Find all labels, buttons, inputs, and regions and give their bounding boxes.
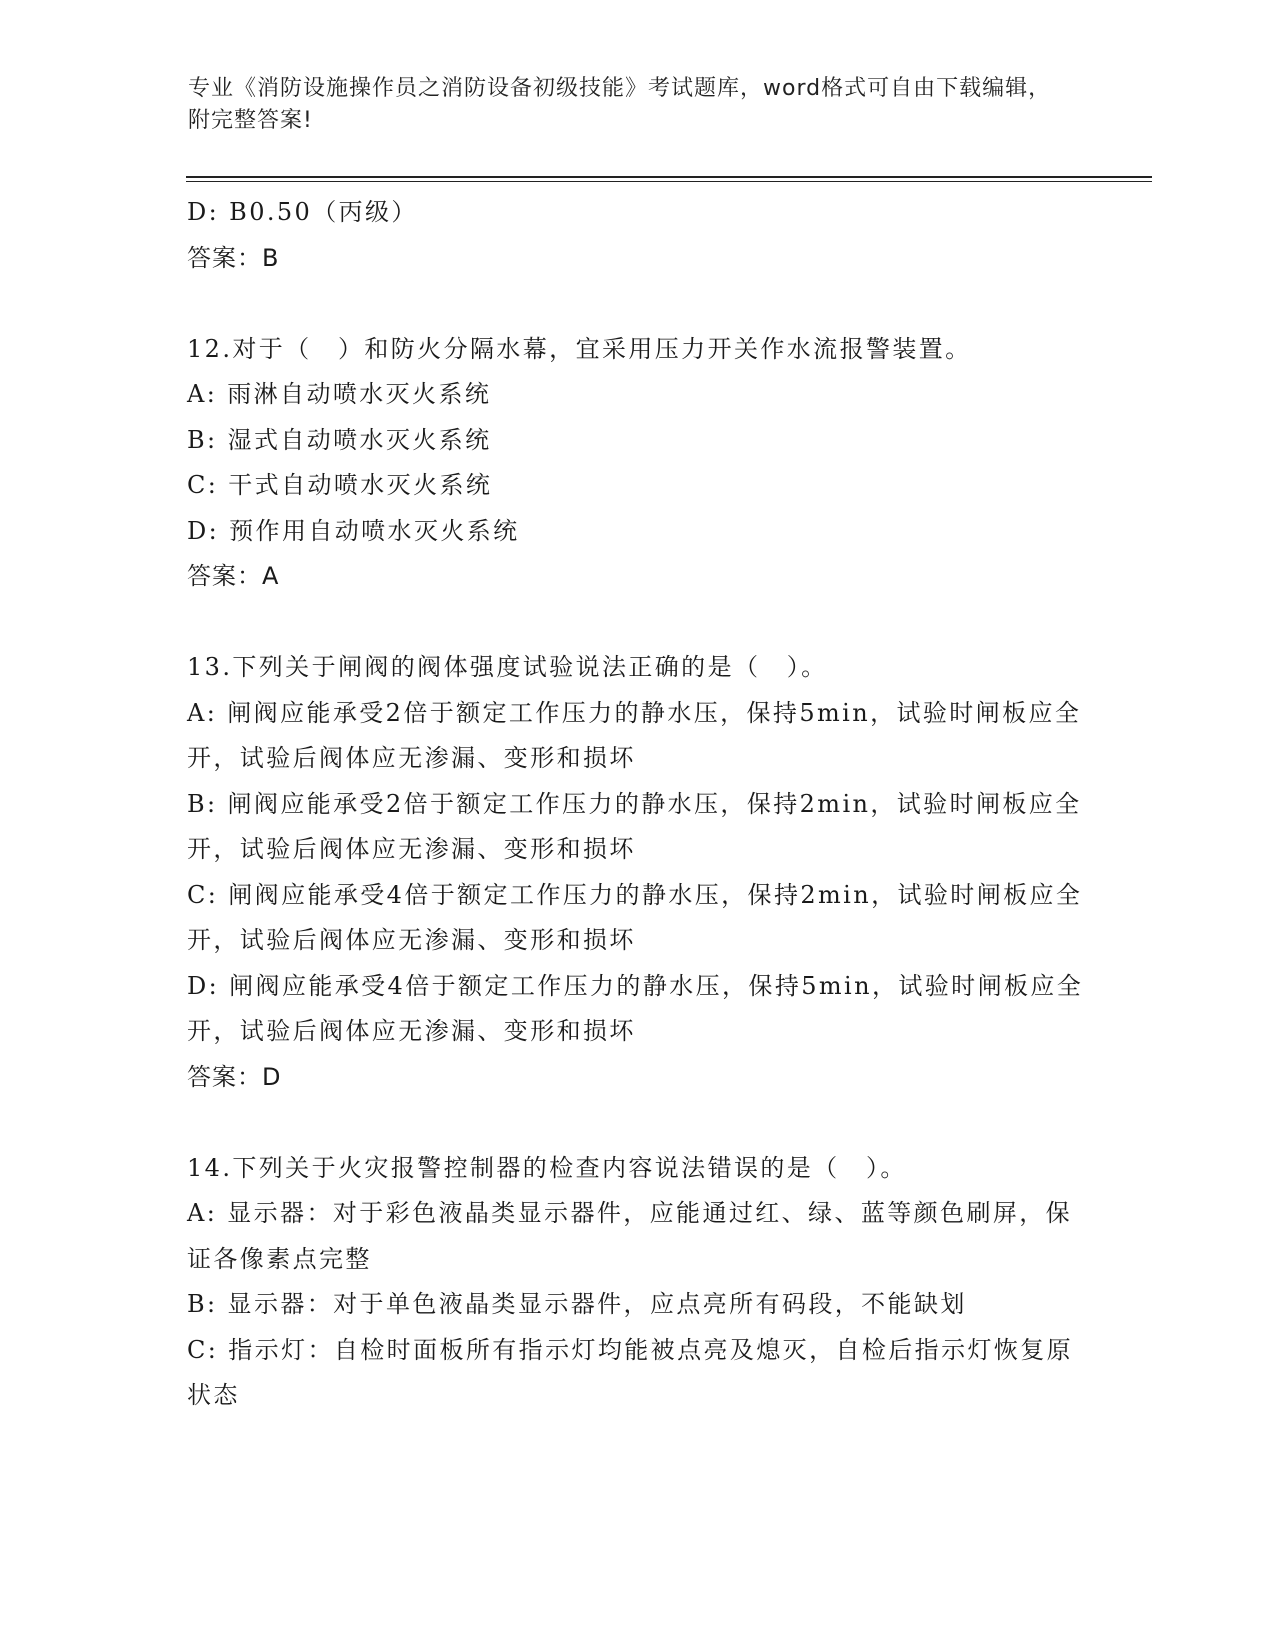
q13-option-d: D: 闸阀应能承受4倍于额定工作压力的静水压，保持5min，试验时闸板应全开，试验后阀体应无渗漏、变形和损坏 — [187, 971, 1084, 1045]
q12-option-d: D: 预作用自动喷水灭火系统 — [187, 516, 520, 545]
spacer — [187, 1100, 1087, 1146]
q13-option-a: A: 闸阀应能承受2倍于额定工作压力的静水压，保持5min，试验时闸板应全开，试验后阀体应无渗漏、变形和损坏 — [187, 698, 1082, 772]
q14-option-b: B: 显示器：对于单色液晶类显示器件，应点亮所有码段，不能缺划 — [187, 1290, 967, 1318]
spacer — [187, 281, 1087, 327]
q12-option-a: A: 雨淋自动喷水灭火系统 — [187, 380, 492, 408]
q13-option-b: B: 闸阀应能承受2倍于额定工作压力的静水压，保持2min，试验时闸板应全开，试验后阀体应无渗漏、变形和损坏 — [187, 789, 1082, 863]
q12-stem: 12.对于（ ）和防火分隔水幕，宜采用压力开关作水流报警装置。 — [187, 334, 972, 363]
q14-stem: 14.下列关于火灾报警控制器的检查内容说法错误的是（ ）。 — [187, 1153, 907, 1182]
q14-option-c: C: 指示灯：自检时面板所有指示灯均能被点亮及熄灭，自检后指示灯恢复原状态 — [187, 1335, 1074, 1409]
q13-answer: 答案：D — [187, 1062, 282, 1091]
q12-option-c: C: 干式自动喷水灭火系统 — [187, 471, 493, 499]
header-rule-thin — [186, 181, 1152, 182]
document-body — [187, 190, 1087, 1419]
q14-option-a: A: 显示器：对于彩色液晶类显示器件，应能通过红、绿、蓝等颜色刷屏，保证各像素点完整 — [187, 1199, 1073, 1273]
q12-option-b: B: 湿式自动喷水灭火系统 — [187, 425, 492, 454]
header-rule-thick — [186, 176, 1152, 178]
q13-stem: 13.下列关于闸阀的阀体强度试验说法正确的是（ ）。 — [187, 653, 828, 681]
spacer — [187, 600, 1087, 646]
document-header: 专业《消防设施操作员之消防设备初级技能》考试题库，word格式可自由下载编辑，附完整答案! — [188, 76, 1052, 133]
q13-option-c: C: 闸阀应能承受4倍于额定工作压力的静水压，保持2min，试验时闸板应全开，试验后阀体应无渗漏、变形和损坏 — [187, 880, 1083, 954]
prev-option-d: D: B0.50（丙级） — [187, 198, 418, 226]
prev-answer: 答案：B — [187, 243, 280, 272]
q12-answer: 答案：A — [187, 562, 280, 590]
